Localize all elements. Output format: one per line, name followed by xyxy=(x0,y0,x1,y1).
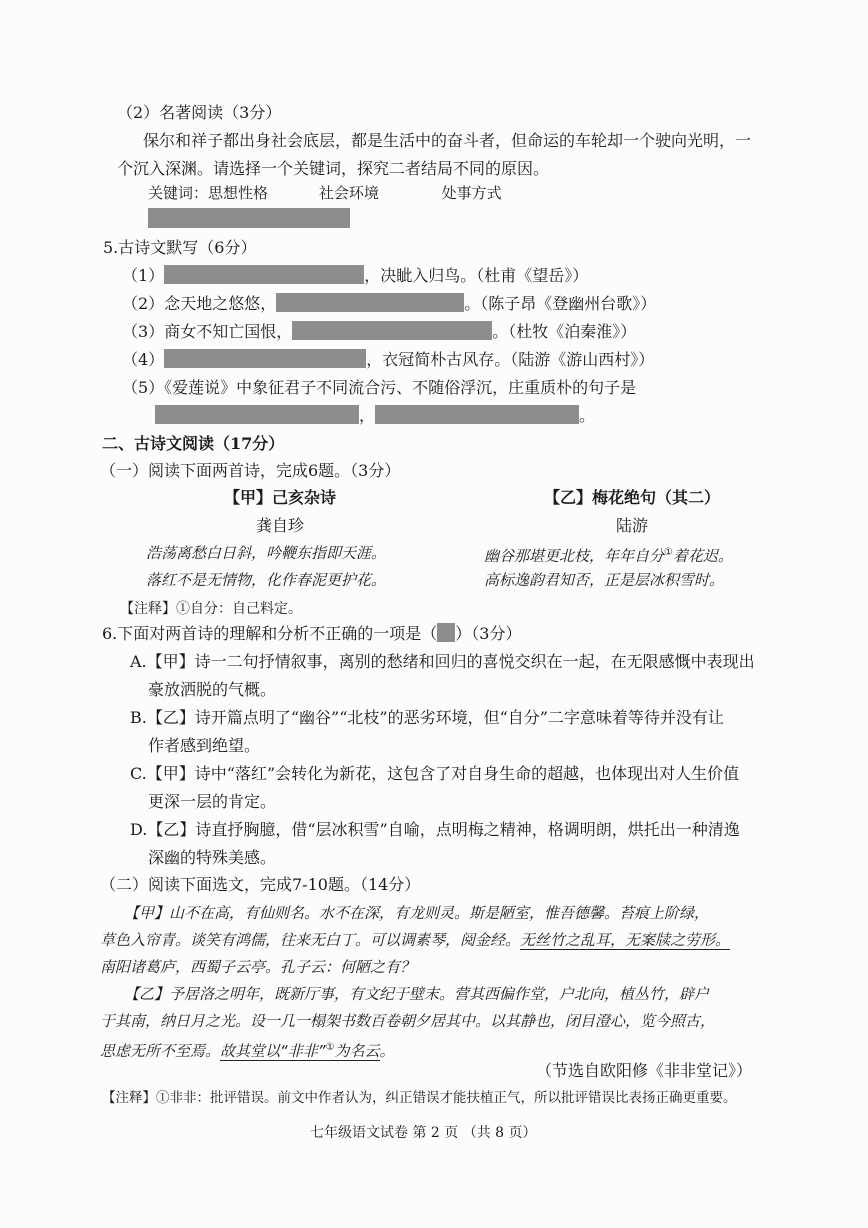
section2-heading: 二、古诗文阅读（17分） xyxy=(102,434,285,453)
q5-item-5: （5）《爱莲说》中象征君子不同流合污、不随俗浮沉，庄重质朴的句子是 xyxy=(122,378,637,397)
item-text: ，决眦入归鸟。（杜甫《望岳》） xyxy=(364,266,589,285)
answer-blank[interactable] xyxy=(276,293,464,312)
answer-blank[interactable] xyxy=(164,349,366,368)
q5-item-1 xyxy=(122,265,588,287)
end-mark: 。 xyxy=(579,406,596,425)
poem-b-author: 陆游 xyxy=(615,516,648,535)
poem-b-line1 xyxy=(484,542,733,567)
q5-heading: 5.古诗文默写（6分） xyxy=(103,238,257,257)
q5-item-5-answers xyxy=(155,405,595,427)
keyword-3: 处事方式 xyxy=(441,184,502,202)
q2-paragraph-line1: 保尔和祥子都出身社会底层，都是生活中的奋斗者，但命运的车轮却一个驶向光明，一 xyxy=(143,131,752,150)
part1-heading: （一）阅读下面两首诗，完成6题。（3分） xyxy=(100,461,401,480)
stem-text: 6.下面对两首诗的理解和分析不正确的一项是（ xyxy=(102,624,438,643)
item-number: （2） xyxy=(122,294,165,313)
item-text: ，衣冠简朴古风存。（陆游《游山西村》） xyxy=(366,350,655,369)
q6-option-b-line2: 作者感到绝望。 xyxy=(148,736,261,755)
poem-b-title: 【乙】梅花绝句（其二） xyxy=(543,488,720,507)
passage-yi-line2: 于其南，纳日月之光。设一几一榻架书数百卷朝夕居其中。以其静也，闭目澄心，览今照古， xyxy=(100,1012,716,1030)
underlined-text: 为名云 xyxy=(334,1042,380,1060)
item-number: （4） xyxy=(122,350,165,369)
item-number: （1） xyxy=(122,266,165,285)
part2-heading: （二）阅读下面选文，完成7-10题。（14分） xyxy=(100,875,421,894)
underlined-sentence: 无丝竹之乱耳，无案牍之劳形。 xyxy=(520,931,731,949)
q6-option-d-line2: 深幽的特殊美感。 xyxy=(148,848,277,867)
answer-blank[interactable] xyxy=(155,405,359,424)
stem-text: ）（3分） xyxy=(455,624,522,643)
keywords-label: 关键词： xyxy=(148,184,209,202)
answer-blank[interactable] xyxy=(437,623,455,642)
q6-option-a-line1: A.【甲】诗一二句抒情叙事，离别的愁绪和回归的喜悦交织在一起，在无限感慨中表现出 xyxy=(130,652,755,671)
end-mark: 。 xyxy=(379,1042,395,1060)
passage-yi-line3 xyxy=(100,1037,395,1062)
passage-source: （节选自欧阳修《非非堂记》） xyxy=(536,1061,753,1080)
item-text: 念天地之悠悠， xyxy=(164,294,277,313)
footnote-marker: ① xyxy=(664,547,673,558)
passage-text: 草色入帘青。谈笑有鸿儒，往来无白丁。可以调素琴，阅金经。 xyxy=(100,931,521,949)
q5-item-2 xyxy=(122,293,656,315)
answer-blank[interactable] xyxy=(375,405,579,424)
passage-jia-line3: 南阳诸葛庐，西蜀子云亭。孔子云：何陋之有？ xyxy=(100,958,416,976)
passage-text: 思虑无所不至焉。 xyxy=(100,1042,221,1060)
passage-yi-line1: 【乙】予居洛之明年，既新厅事，有文纪于壁末。营其西偏作堂，户北向，植丛竹，辟户 xyxy=(124,985,710,1003)
poem-a-author: 龚自珍 xyxy=(255,516,304,535)
item-text: 。（陈子昂《登幽州台歌》） xyxy=(464,294,657,313)
q6-option-c-line1: C.【甲】诗中“落红”会转化为新花，这包含了对自身生命的超越，也体现出对人生价值 xyxy=(130,764,740,783)
poem-a-line1: 浩荡离愁白日斜，吟鞭东指即天涯。 xyxy=(146,544,387,562)
item-number: （3） xyxy=(122,322,165,341)
underlined-text: 故其堂以“非非” xyxy=(220,1042,326,1060)
poem-text: 幽谷那堪更北枝，年年自分 xyxy=(484,547,665,565)
passage-jia-line1: 【甲】山不在高，有仙则名。水不在深，有龙则灵。斯是陋室，惟吾德馨。苔痕上阶绿， xyxy=(124,904,710,922)
page-footer: 七年级语文试卷 第 2 页 （共 8 页） xyxy=(310,1125,537,1141)
q2-answer-blank[interactable] xyxy=(148,208,350,228)
passage-jia-line2 xyxy=(100,929,730,951)
q6-option-a-line2: 豪放洒脱的气概。 xyxy=(148,680,277,699)
q6-option-d-line1: D.【乙】诗直抒胸臆，借“层冰积雪”自喻，点明梅之精神，格调明朗，烘托出一种清逸 xyxy=(130,820,740,839)
answer-blank[interactable] xyxy=(292,321,492,340)
q2-heading: （2）名著阅读（3分） xyxy=(117,103,282,122)
poem-note: 【注释】①自分：自己料定。 xyxy=(120,601,302,617)
q6-option-b-line1: B.【乙】诗开篇点明了“幽谷”“北枝”的恶劣环境，但“自分”二字意味着等待并没有让 xyxy=(130,708,724,727)
footnote-marker: ① xyxy=(325,1042,335,1053)
q2-keywords xyxy=(148,182,502,204)
poem-a-line2: 落红不是无情物，化作春泥更护花。 xyxy=(146,571,387,589)
item-text: 。（杜牧《泊秦淮》） xyxy=(492,322,637,341)
keyword-1: 思想性格 xyxy=(208,184,269,202)
q2-paragraph-line2: 个沉入深渊。请选择一个关键词，探究二者结局不同的原因。 xyxy=(117,159,550,178)
answer-blank[interactable] xyxy=(164,265,364,284)
keyword-2: 社会环境 xyxy=(318,184,379,202)
separator: ， xyxy=(359,406,376,425)
item-text: 商女不知亡国恨， xyxy=(164,322,293,341)
poem-a-title: 【甲】己亥杂诗 xyxy=(223,488,336,507)
q5-item-3 xyxy=(122,321,636,343)
q6-option-c-line2: 更深一层的肯定。 xyxy=(148,792,277,811)
q6-stem xyxy=(102,623,521,645)
underlined-sentence xyxy=(220,1042,380,1061)
poem-b-line2: 高标逸韵君知否，正是层冰积雪时。 xyxy=(484,571,725,589)
passage-note: 【注释】①非非：批评错误。前文中作者认为，纠正错误才能扶植正气，所以批评错误比表扬正确更重要。 xyxy=(102,1090,737,1106)
q5-item-4 xyxy=(122,349,654,371)
poem-text: 着花迟。 xyxy=(672,547,733,565)
